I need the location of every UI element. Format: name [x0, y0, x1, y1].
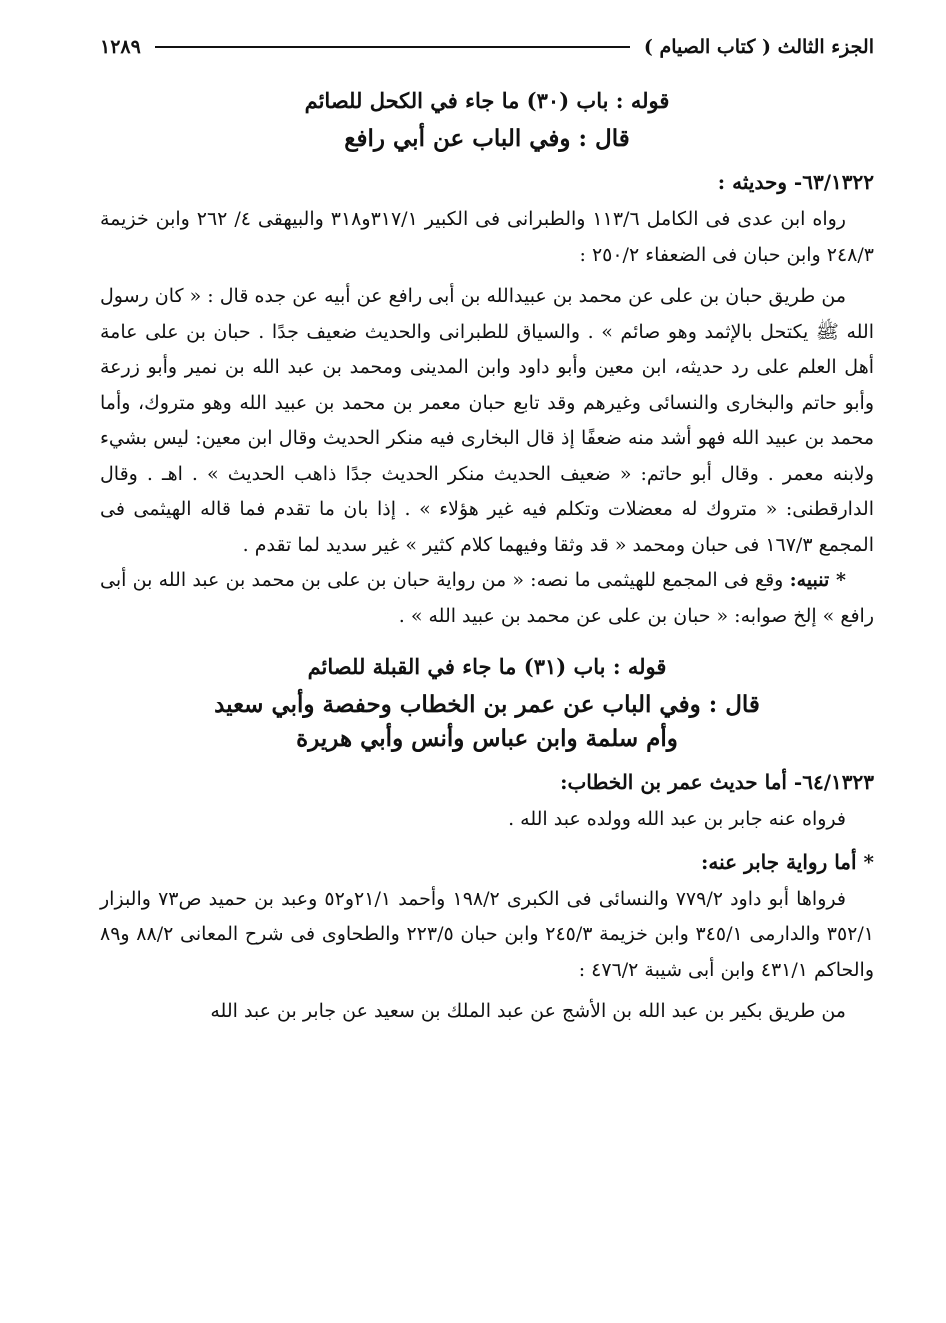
paragraph-chain-1323: من طريق بكير بن عبد الله بن الأشج عن عبد الملك بن سعيد عن جابر بن عبد الله [210, 1000, 846, 1022]
paragraph-sources-1322: رواه ابن عدى فى الكامل ١١٣/٦ والطبرانى فى الكبير ٣١٧/١و٣١٨ والبيهقى ٤/ ٢٦٢ وابن خزيمة ٢٤٨/٣ وابن حبان فى الضعفاء ٢٥٠/٢ : [100, 208, 874, 266]
header-rule [155, 46, 630, 48]
paragraph-note [100, 563, 874, 634]
chapter-title-31: قوله : باب (٣١) ما جاء في القبلة للصائم [307, 654, 667, 679]
chapter-subtitle-30: قال : وفي الباب عن أبي رافع [344, 125, 630, 152]
paragraph-sources-1323: فرواها أبو داود ٧٧٩/٢ والنسائى فى الكبرى ١٩٨/٢ وأحمد ٢١/١و٥٢ وعبد بن حميد ص٧٣ والبزار ٣٥٢/١ والدارمى ٣٤٥/١ وابن خزيمة ٢٤٥/٣ وابن حبان ٢٢٣/٥ والطحاوى فى شرح المعانى ٨٨/٢ و٨٩ والحاكم ٤٣١/١ وابن أبى شيبة ٤٧٦/٢ : [100, 887, 874, 981]
page-number: ١٢٨٩ [100, 36, 141, 58]
note-label: * تنبيه: [789, 569, 846, 591]
sub-heading-jabir: * أما رواية جابر عنه: [701, 849, 874, 874]
spacer [100, 634, 874, 648]
running-title: الجزء الثالث ( كتاب الصيام ) [643, 36, 874, 58]
chapter-subtitle-31-line2: وأم سلمة وابن عباس وأنس وأبي هريرة [296, 725, 678, 752]
chapter-title-30: قوله : باب (٣٠) ما جاء في الكحل للصائم [304, 88, 670, 113]
paragraph-commentary-1322: من طريق حبان بن على عن محمد بن عبيدالله بن أبى رافع عن أبيه عن جده قال : « كان رسول الله ﷺ يكتحل بالإثمد وهو صائم » . والسياق للطبرانى والحديث ضعيف جدًا . حبان بن على عامة أهل العلم على رد حديثه، ابن معين وأبو داود وابن المدينى ومحمد بن عبد الله بن نمير وأبو زرعة وأبو حاتم والبخارى والنسائى وغيرهم وقد تابع حبان معمر بن محمد بن عبيد الله وهو متروك، وأما محمد بن عبيد الله فهو أشد منه ضعفًا إذ قال البخارى فيه منكر الحديث وقال ابن معين: ليس بشيء ولابنه معمر . وقال أبو حاتم: « ضعيف الحديث منكر الحديث جدًا ذاهب الحديث » . اهـ . وقال الدارقطنى: « متروك له معضلات وتكلم فيه غير هؤلاء » . إذا بان ما تقدم فما قاله الهيثمى فى المجمع ١٦٧/٣ فى حبان ومحمد « قد وثقا وفيهما كلام كثير » غير سديد لما تقدم . [100, 285, 874, 556]
page-header [100, 32, 874, 62]
paragraph-narrators: فرواه عنه جابر بن عبد الله وولده عبد الله . [508, 808, 846, 830]
page-content [100, 82, 874, 1030]
hadith-heading-1323: ٦٤/١٣٢٣- أما حديث عمر بن الخطاب: [560, 770, 874, 794]
chapter-subtitle-31-line1: قال : وفي الباب عن عمر بن الخطاب وحفصة وأبي سعيد [214, 691, 760, 718]
note-text: وقع فى المجمع للهيثمى ما نصه: « من رواية حبان بن على بن محمد بن عبد الله بن أبى رافع » إلخ صوابه: « حبان بن على عن محمد بن عبيد الله » . [100, 569, 874, 627]
hadith-heading-1322: ٦٣/١٣٢٢- وحديثه : [717, 170, 874, 194]
